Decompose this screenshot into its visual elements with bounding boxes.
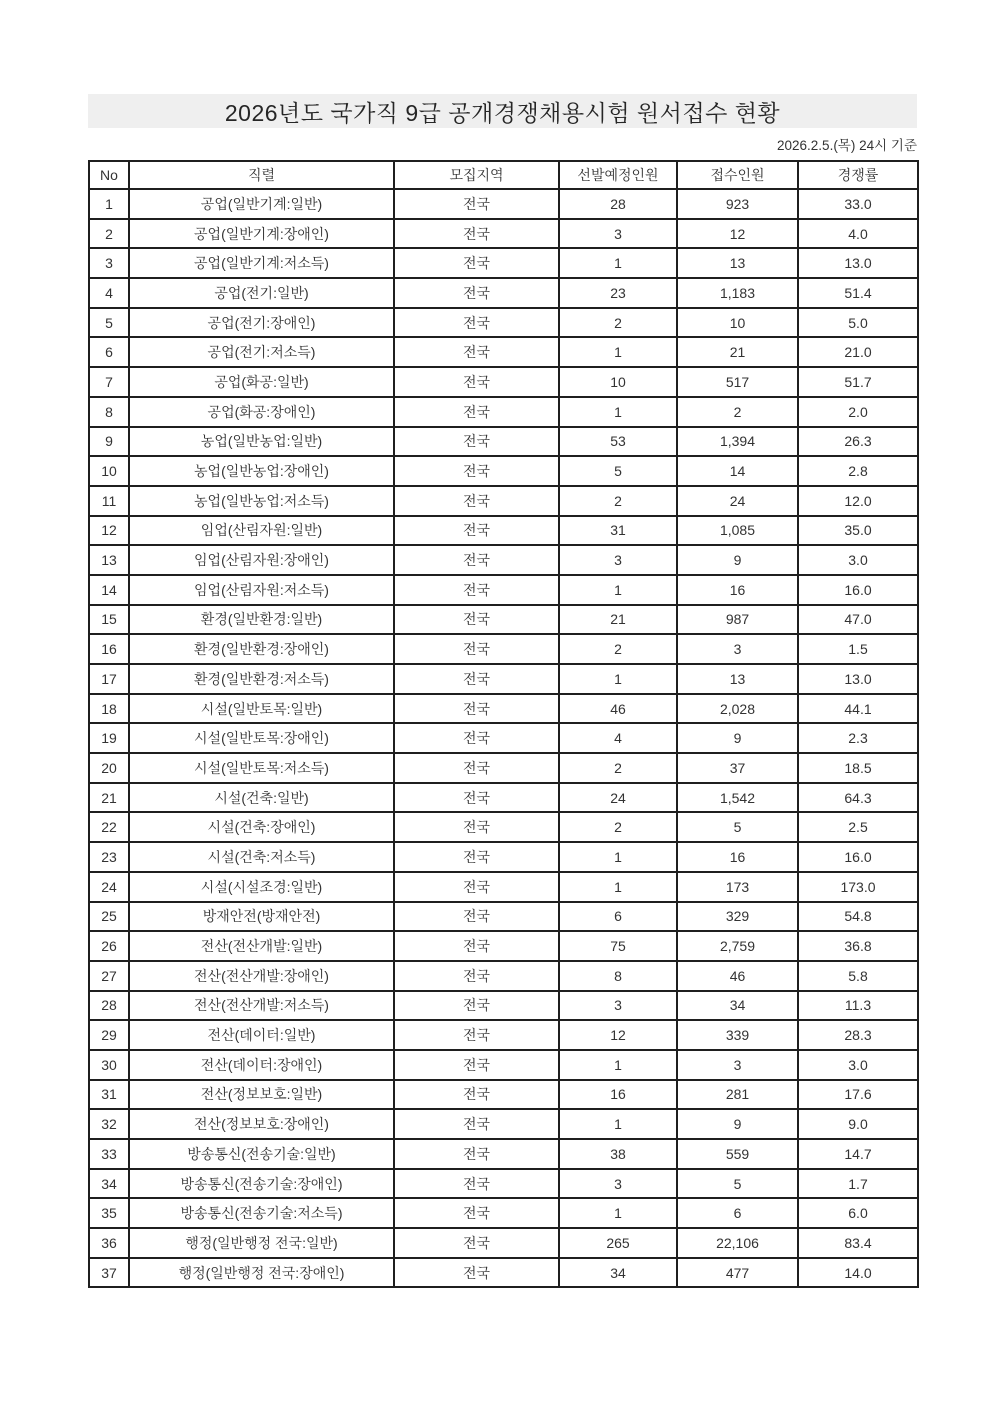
table-row xyxy=(89,427,918,457)
cell-planned-count: 53 xyxy=(559,427,677,457)
cell-region: 전국 xyxy=(394,961,559,991)
cell-competition-ratio: 1.7 xyxy=(798,1169,918,1199)
table-row xyxy=(89,605,918,635)
cell-planned-count: 3 xyxy=(559,219,677,249)
cell-competition-ratio: 16.0 xyxy=(798,842,918,872)
cell-no: 32 xyxy=(89,1109,129,1139)
cell-no: 4 xyxy=(89,278,129,308)
cell-series: 전산(정보보호:장애인) xyxy=(129,1109,394,1139)
cell-competition-ratio: 83.4 xyxy=(798,1228,918,1258)
cell-region: 전국 xyxy=(394,1169,559,1199)
cell-no: 1 xyxy=(89,189,129,219)
table-row xyxy=(89,189,918,219)
cell-competition-ratio: 36.8 xyxy=(798,931,918,961)
cell-no: 28 xyxy=(89,991,129,1021)
cell-no: 13 xyxy=(89,545,129,575)
page-title: 2026년도 국가직 9급 공개경쟁채용시험 원서접수 현황 xyxy=(224,99,781,126)
cell-competition-ratio: 9.0 xyxy=(798,1109,918,1139)
table-row xyxy=(89,872,918,902)
cell-planned-count: 1 xyxy=(559,575,677,605)
cell-series: 공업(일반기계:일반) xyxy=(129,189,394,219)
cell-applicant-count: 559 xyxy=(677,1139,798,1169)
table-row xyxy=(89,248,918,278)
cell-series: 시설(건축:일반) xyxy=(129,783,394,813)
table-row xyxy=(89,545,918,575)
cell-applicant-count: 329 xyxy=(677,902,798,932)
cell-series: 방송통신(전송기술:장애인) xyxy=(129,1169,394,1199)
cell-planned-count: 1 xyxy=(559,248,677,278)
table-row xyxy=(89,278,918,308)
cell-region: 전국 xyxy=(394,427,559,457)
table-row xyxy=(89,1258,918,1288)
cell-series: 공업(전기:장애인) xyxy=(129,308,394,338)
cell-no: 33 xyxy=(89,1139,129,1169)
cell-region: 전국 xyxy=(394,308,559,338)
cell-competition-ratio: 3.0 xyxy=(798,1050,918,1080)
cell-region: 전국 xyxy=(394,1109,559,1139)
cell-planned-count: 16 xyxy=(559,1080,677,1110)
cell-region: 전국 xyxy=(394,902,559,932)
cell-series: 공업(일반기계:장애인) xyxy=(129,219,394,249)
cell-no: 5 xyxy=(89,308,129,338)
cell-applicant-count: 9 xyxy=(677,723,798,753)
cell-region: 전국 xyxy=(394,842,559,872)
cell-no: 23 xyxy=(89,842,129,872)
cell-applicant-count: 1,183 xyxy=(677,278,798,308)
cell-applicant-count: 1,085 xyxy=(677,516,798,546)
cell-region: 전국 xyxy=(394,872,559,902)
cell-planned-count: 2 xyxy=(559,812,677,842)
cell-applicant-count: 1,394 xyxy=(677,427,798,457)
cell-region: 전국 xyxy=(394,723,559,753)
cell-region: 전국 xyxy=(394,664,559,694)
table-row xyxy=(89,842,918,872)
cell-region: 전국 xyxy=(394,605,559,635)
table-header-row xyxy=(89,161,918,189)
cell-applicant-count: 3 xyxy=(677,634,798,664)
cell-region: 전국 xyxy=(394,753,559,783)
cell-series: 환경(일반환경:일반) xyxy=(129,605,394,635)
column-header-series: 직렬 xyxy=(129,161,394,189)
cell-planned-count: 265 xyxy=(559,1228,677,1258)
cell-region: 전국 xyxy=(394,694,559,724)
cell-no: 22 xyxy=(89,812,129,842)
cell-series: 전산(정보보호:일반) xyxy=(129,1080,394,1110)
table-row xyxy=(89,367,918,397)
cell-region: 전국 xyxy=(394,456,559,486)
cell-competition-ratio: 14.7 xyxy=(798,1139,918,1169)
table-body xyxy=(89,189,918,1287)
date-reference-note: 2026.2.5.(목) 24시 기준 xyxy=(777,138,917,153)
cell-applicant-count: 477 xyxy=(677,1258,798,1288)
cell-applicant-count: 5 xyxy=(677,1169,798,1199)
cell-planned-count: 1 xyxy=(559,1198,677,1228)
table-row xyxy=(89,1198,918,1228)
cell-applicant-count: 13 xyxy=(677,248,798,278)
cell-region: 전국 xyxy=(394,1228,559,1258)
cell-planned-count: 2 xyxy=(559,486,677,516)
cell-applicant-count: 14 xyxy=(677,456,798,486)
cell-series: 시설(시설조경:일반) xyxy=(129,872,394,902)
cell-planned-count: 1 xyxy=(559,664,677,694)
cell-competition-ratio: 2.5 xyxy=(798,812,918,842)
cell-no: 7 xyxy=(89,367,129,397)
cell-region: 전국 xyxy=(394,1050,559,1080)
cell-no: 26 xyxy=(89,931,129,961)
cell-no: 25 xyxy=(89,902,129,932)
cell-applicant-count: 281 xyxy=(677,1080,798,1110)
cell-applicant-count: 3 xyxy=(677,1050,798,1080)
cell-region: 전국 xyxy=(394,1139,559,1169)
cell-planned-count: 31 xyxy=(559,516,677,546)
cell-applicant-count: 6 xyxy=(677,1198,798,1228)
cell-competition-ratio: 17.6 xyxy=(798,1080,918,1110)
cell-applicant-count: 13 xyxy=(677,664,798,694)
cell-planned-count: 1 xyxy=(559,1050,677,1080)
cell-planned-count: 1 xyxy=(559,872,677,902)
cell-planned-count: 46 xyxy=(559,694,677,724)
cell-applicant-count: 24 xyxy=(677,486,798,516)
cell-region: 전국 xyxy=(394,812,559,842)
table-row xyxy=(89,991,918,1021)
cell-series: 농업(일반농업:장애인) xyxy=(129,456,394,486)
cell-applicant-count: 46 xyxy=(677,961,798,991)
cell-region: 전국 xyxy=(394,1020,559,1050)
cell-region: 전국 xyxy=(394,1198,559,1228)
cell-series: 공업(일반기계:저소득) xyxy=(129,248,394,278)
column-header-region: 모집지역 xyxy=(394,161,559,189)
cell-series: 시설(일반토목:장애인) xyxy=(129,723,394,753)
cell-no: 34 xyxy=(89,1169,129,1199)
cell-applicant-count: 9 xyxy=(677,545,798,575)
cell-series: 전산(데이터:장애인) xyxy=(129,1050,394,1080)
cell-planned-count: 12 xyxy=(559,1020,677,1050)
cell-no: 31 xyxy=(89,1080,129,1110)
cell-region: 전국 xyxy=(394,991,559,1021)
cell-series: 환경(일반환경:장애인) xyxy=(129,634,394,664)
cell-planned-count: 3 xyxy=(559,545,677,575)
table-row xyxy=(89,931,918,961)
table-row xyxy=(89,486,918,516)
cell-series: 환경(일반환경:저소득) xyxy=(129,664,394,694)
cell-region: 전국 xyxy=(394,575,559,605)
table-row xyxy=(89,1228,918,1258)
application-status-table xyxy=(88,160,919,1288)
table-row xyxy=(89,664,918,694)
cell-planned-count: 8 xyxy=(559,961,677,991)
cell-region: 전국 xyxy=(394,189,559,219)
column-header-applicant-count: 접수인원 xyxy=(677,161,798,189)
cell-series: 행정(일반행정 전국:장애인) xyxy=(129,1258,394,1288)
cell-planned-count: 3 xyxy=(559,991,677,1021)
cell-region: 전국 xyxy=(394,397,559,427)
cell-applicant-count: 22,106 xyxy=(677,1228,798,1258)
cell-applicant-count: 2,028 xyxy=(677,694,798,724)
cell-no: 35 xyxy=(89,1198,129,1228)
table-row xyxy=(89,753,918,783)
cell-competition-ratio: 33.0 xyxy=(798,189,918,219)
cell-series: 농업(일반농업:일반) xyxy=(129,427,394,457)
cell-applicant-count: 923 xyxy=(677,189,798,219)
cell-competition-ratio: 64.3 xyxy=(798,783,918,813)
cell-region: 전국 xyxy=(394,278,559,308)
cell-planned-count: 28 xyxy=(559,189,677,219)
cell-competition-ratio: 2.3 xyxy=(798,723,918,753)
column-header-no: No xyxy=(89,161,129,189)
cell-series: 임업(산림자원:저소득) xyxy=(129,575,394,605)
cell-series: 공업(화공:일반) xyxy=(129,367,394,397)
cell-series: 시설(일반토목:일반) xyxy=(129,694,394,724)
cell-series: 전산(전산개발:장애인) xyxy=(129,961,394,991)
cell-series: 시설(건축:저소득) xyxy=(129,842,394,872)
cell-region: 전국 xyxy=(394,783,559,813)
cell-no: 6 xyxy=(89,337,129,367)
cell-competition-ratio: 21.0 xyxy=(798,337,918,367)
cell-competition-ratio: 28.3 xyxy=(798,1020,918,1050)
cell-planned-count: 1 xyxy=(559,397,677,427)
cell-competition-ratio: 11.3 xyxy=(798,991,918,1021)
cell-competition-ratio: 1.5 xyxy=(798,634,918,664)
cell-planned-count: 2 xyxy=(559,308,677,338)
cell-competition-ratio: 2.8 xyxy=(798,456,918,486)
table-row xyxy=(89,1080,918,1110)
cell-region: 전국 xyxy=(394,219,559,249)
cell-planned-count: 1 xyxy=(559,1109,677,1139)
cell-region: 전국 xyxy=(394,1258,559,1288)
column-header-competition-ratio: 경쟁률 xyxy=(798,161,918,189)
cell-applicant-count: 12 xyxy=(677,219,798,249)
table-row xyxy=(89,1139,918,1169)
cell-no: 30 xyxy=(89,1050,129,1080)
cell-competition-ratio: 14.0 xyxy=(798,1258,918,1288)
cell-applicant-count: 5 xyxy=(677,812,798,842)
cell-planned-count: 6 xyxy=(559,902,677,932)
cell-no: 21 xyxy=(89,783,129,813)
table-row xyxy=(89,456,918,486)
cell-applicant-count: 173 xyxy=(677,872,798,902)
cell-no: 16 xyxy=(89,634,129,664)
cell-region: 전국 xyxy=(394,634,559,664)
cell-planned-count: 38 xyxy=(559,1139,677,1169)
cell-competition-ratio: 16.0 xyxy=(798,575,918,605)
cell-competition-ratio: 13.0 xyxy=(798,664,918,694)
cell-applicant-count: 9 xyxy=(677,1109,798,1139)
cell-no: 3 xyxy=(89,248,129,278)
cell-planned-count: 75 xyxy=(559,931,677,961)
table-row xyxy=(89,1169,918,1199)
cell-no: 11 xyxy=(89,486,129,516)
cell-competition-ratio: 13.0 xyxy=(798,248,918,278)
cell-applicant-count: 10 xyxy=(677,308,798,338)
cell-planned-count: 2 xyxy=(559,753,677,783)
table-row xyxy=(89,1050,918,1080)
cell-series: 전산(데이터:일반) xyxy=(129,1020,394,1050)
cell-planned-count: 10 xyxy=(559,367,677,397)
title-bar xyxy=(88,94,917,128)
table-row xyxy=(89,397,918,427)
cell-series: 전산(전산개발:일반) xyxy=(129,931,394,961)
table-row xyxy=(89,902,918,932)
cell-competition-ratio: 18.5 xyxy=(798,753,918,783)
cell-planned-count: 34 xyxy=(559,1258,677,1288)
cell-competition-ratio: 12.0 xyxy=(798,486,918,516)
cell-planned-count: 21 xyxy=(559,605,677,635)
cell-series: 임업(산림자원:일반) xyxy=(129,516,394,546)
cell-applicant-count: 1,542 xyxy=(677,783,798,813)
cell-planned-count: 5 xyxy=(559,456,677,486)
cell-region: 전국 xyxy=(394,931,559,961)
cell-applicant-count: 34 xyxy=(677,991,798,1021)
cell-series: 공업(화공:장애인) xyxy=(129,397,394,427)
cell-competition-ratio: 2.0 xyxy=(798,397,918,427)
cell-no: 2 xyxy=(89,219,129,249)
column-header-planned-count: 선발예정인원 xyxy=(559,161,677,189)
cell-applicant-count: 339 xyxy=(677,1020,798,1050)
cell-series: 공업(전기:일반) xyxy=(129,278,394,308)
cell-applicant-count: 2 xyxy=(677,397,798,427)
cell-no: 14 xyxy=(89,575,129,605)
cell-applicant-count: 987 xyxy=(677,605,798,635)
table-row xyxy=(89,634,918,664)
cell-series: 농업(일반농업:저소득) xyxy=(129,486,394,516)
cell-applicant-count: 2,759 xyxy=(677,931,798,961)
table-row xyxy=(89,516,918,546)
cell-region: 전국 xyxy=(394,337,559,367)
cell-region: 전국 xyxy=(394,1080,559,1110)
cell-series: 시설(건축:장애인) xyxy=(129,812,394,842)
cell-series: 임업(산림자원:장애인) xyxy=(129,545,394,575)
table-row xyxy=(89,694,918,724)
cell-no: 10 xyxy=(89,456,129,486)
cell-applicant-count: 16 xyxy=(677,575,798,605)
cell-competition-ratio: 26.3 xyxy=(798,427,918,457)
cell-region: 전국 xyxy=(394,367,559,397)
table-row xyxy=(89,783,918,813)
cell-no: 37 xyxy=(89,1258,129,1288)
cell-competition-ratio: 54.8 xyxy=(798,902,918,932)
cell-region: 전국 xyxy=(394,545,559,575)
cell-no: 8 xyxy=(89,397,129,427)
cell-planned-count: 23 xyxy=(559,278,677,308)
cell-competition-ratio: 5.0 xyxy=(798,308,918,338)
cell-no: 9 xyxy=(89,427,129,457)
cell-no: 24 xyxy=(89,872,129,902)
table-row xyxy=(89,337,918,367)
cell-planned-count: 1 xyxy=(559,842,677,872)
cell-applicant-count: 517 xyxy=(677,367,798,397)
cell-no: 20 xyxy=(89,753,129,783)
cell-no: 36 xyxy=(89,1228,129,1258)
cell-no: 12 xyxy=(89,516,129,546)
cell-competition-ratio: 4.0 xyxy=(798,219,918,249)
cell-applicant-count: 37 xyxy=(677,753,798,783)
table-row xyxy=(89,961,918,991)
cell-no: 15 xyxy=(89,605,129,635)
cell-competition-ratio: 35.0 xyxy=(798,516,918,546)
table-row xyxy=(89,308,918,338)
cell-competition-ratio: 3.0 xyxy=(798,545,918,575)
table-row xyxy=(89,575,918,605)
cell-no: 17 xyxy=(89,664,129,694)
cell-competition-ratio: 47.0 xyxy=(798,605,918,635)
cell-planned-count: 24 xyxy=(559,783,677,813)
cell-applicant-count: 21 xyxy=(677,337,798,367)
cell-competition-ratio: 6.0 xyxy=(798,1198,918,1228)
cell-competition-ratio: 5.8 xyxy=(798,961,918,991)
cell-no: 18 xyxy=(89,694,129,724)
table-row xyxy=(89,723,918,753)
cell-region: 전국 xyxy=(394,486,559,516)
cell-competition-ratio: 51.7 xyxy=(798,367,918,397)
cell-no: 29 xyxy=(89,1020,129,1050)
cell-region: 전국 xyxy=(394,248,559,278)
cell-no: 27 xyxy=(89,961,129,991)
cell-planned-count: 1 xyxy=(559,337,677,367)
table-row xyxy=(89,1020,918,1050)
cell-planned-count: 4 xyxy=(559,723,677,753)
table-row xyxy=(89,219,918,249)
cell-series: 공업(전기:저소득) xyxy=(129,337,394,367)
cell-series: 방송통신(전송기술:저소득) xyxy=(129,1198,394,1228)
table-row xyxy=(89,812,918,842)
cell-applicant-count: 16 xyxy=(677,842,798,872)
cell-series: 방재안전(방재안전) xyxy=(129,902,394,932)
table-row xyxy=(89,1109,918,1139)
cell-planned-count: 2 xyxy=(559,634,677,664)
cell-series: 행정(일반행정 전국:일반) xyxy=(129,1228,394,1258)
cell-series: 방송통신(전송기술:일반) xyxy=(129,1139,394,1169)
cell-competition-ratio: 173.0 xyxy=(798,872,918,902)
cell-no: 19 xyxy=(89,723,129,753)
cell-region: 전국 xyxy=(394,516,559,546)
cell-competition-ratio: 44.1 xyxy=(798,694,918,724)
cell-series: 전산(전산개발:저소득) xyxy=(129,991,394,1021)
cell-competition-ratio: 51.4 xyxy=(798,278,918,308)
cell-series: 시설(일반토목:저소득) xyxy=(129,753,394,783)
cell-planned-count: 3 xyxy=(559,1169,677,1199)
